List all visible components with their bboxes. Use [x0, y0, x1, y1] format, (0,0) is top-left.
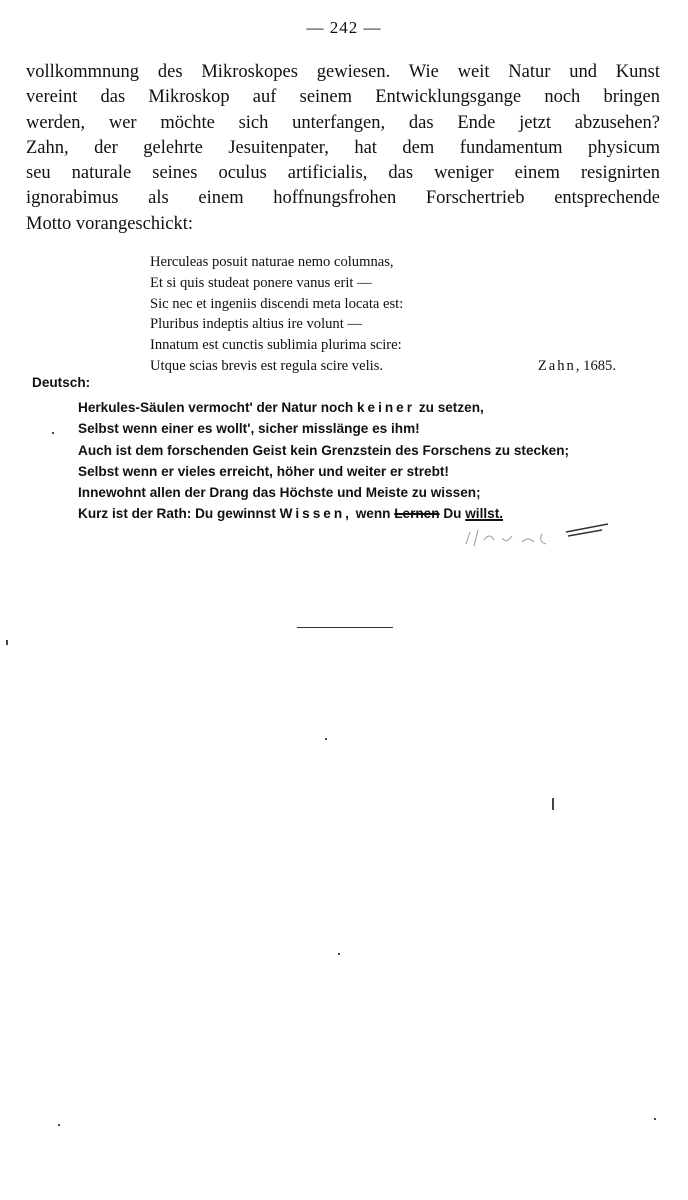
verse-text: Utque scias brevis est regula scire velis.: [150, 357, 384, 374]
emphasis-word: keiner: [356, 400, 416, 415]
deutsch-label: Deutsch:: [32, 375, 91, 390]
paper-speck: [52, 432, 54, 434]
page-number: — 242 —: [306, 18, 382, 37]
emphasis-word: Wissen,: [279, 506, 352, 522]
paper-speck: [58, 1124, 60, 1126]
body-line: seu naturale seines oculus artificialis, das weniger einem resignirten: [26, 163, 660, 184]
paper-speck: [325, 738, 327, 740]
verse-line: Herculeas posuit naturae nemo columnas,: [150, 254, 394, 270]
body-line: vereint das Mikroskop auf seinem Entwicklungsgange noch bringen: [26, 87, 660, 108]
verse-text: Du: [443, 506, 462, 522]
paper-speck: [338, 953, 340, 955]
verse-line: Auch ist dem forschenden Geist kein Grenzstein des Forschens zu stecken;: [78, 442, 570, 458]
underlined-word: willst.: [465, 506, 504, 522]
body-line: werden, wer möchte sich unterfangen, das Ende jetzt abzusehen?: [26, 112, 660, 133]
verse-line: Pluribus indeptis altius ire volunt —: [150, 316, 363, 333]
german-verse: [78, 397, 638, 525]
verse-line: Selbst wenn einer es wollt', sicher misslänge es ihm!: [78, 421, 420, 437]
paper-speck: [654, 1118, 656, 1120]
struck-word: Lernen: [394, 506, 440, 522]
verse-text: Herkules-Säulen vermocht' der Natur noch: [78, 400, 354, 415]
verse-line: [150, 356, 616, 377]
body-line: vollkommnung des Mikroskopes gewiesen. Wie weit Natur und Kunst: [26, 62, 660, 82]
body-paragraph: [26, 60, 660, 237]
paper-speck: [6, 640, 8, 645]
paper-speck: [552, 798, 554, 810]
attribution: Zahn, 1685.: [537, 357, 616, 374]
verse-line: Innewohnt allen der Drang das Höchste und Meiste zu wissen;: [78, 485, 481, 501]
verse-line: Et si quis studeat ponere vanus erit —: [150, 274, 372, 291]
verse-text: zu setzen,: [418, 400, 484, 415]
verse-line: Innatum est cunctis sublimia plurima scire:: [150, 337, 402, 354]
latin-verse: [150, 252, 616, 377]
verse-text: Kurz ist der Rath: Du gewinnst: [78, 506, 276, 522]
verse-line: Selbst wenn er vieles erreicht, höher und weiter er strebt!: [78, 463, 449, 479]
verse-line: Sic nec et ingeniis discendi meta locata est:: [150, 295, 404, 312]
attribution-name: Zahn: [537, 357, 576, 374]
verse-text: wenn: [355, 506, 391, 522]
body-line: Motto vorangeschickt:: [26, 213, 193, 234]
verse-line: [78, 397, 638, 418]
pencil-annotation: [462, 520, 612, 552]
attribution-year: 1685.: [583, 357, 616, 374]
section-divider: [297, 627, 393, 628]
body-line: Zahn, der gelehrte Jesuitenpater, hat dem fundamentum physicum: [26, 137, 660, 158]
body-line: ignorabimus als einem hoffnungsfrohen Forschertrieb entsprechende: [26, 188, 660, 209]
